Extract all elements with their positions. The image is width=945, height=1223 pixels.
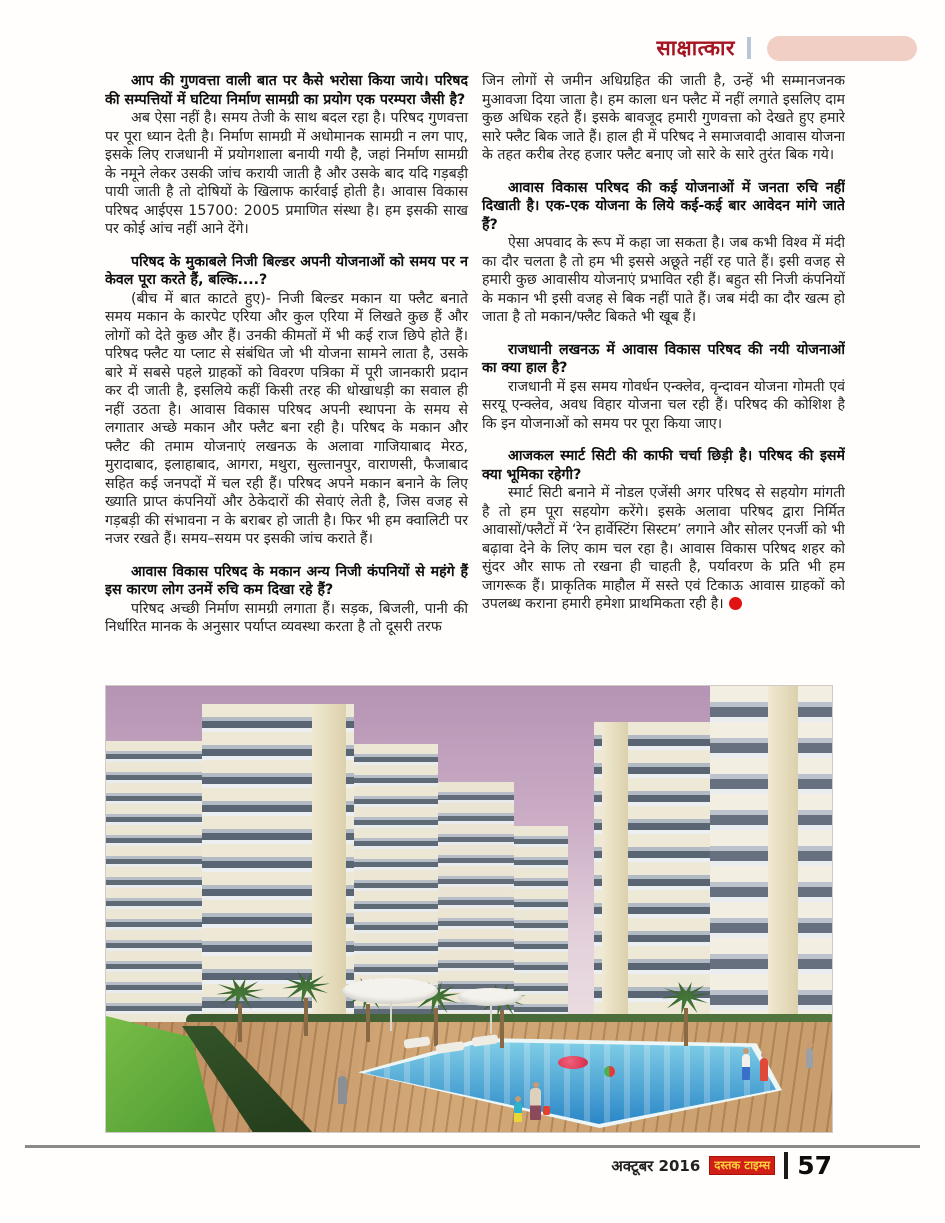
article-body bbox=[105, 72, 845, 684]
pool-float bbox=[558, 1056, 588, 1069]
issue-date: अक्टूबर 2016 bbox=[611, 1156, 701, 1175]
interview-question: राजधानी लखनऊ में आवास विकास परिषद की नयी योजनाओं का क्या हाल है? bbox=[482, 341, 845, 376]
interview-answer: अब ऐसा नहीं है। समय तेजी के साथ बदल रहा है। परिषद गुणवत्ता पर पूरा ध्यान देती है। निर्माण सामग्री में अधोमानक सामग्री न लग पाए, इसके लिए राजधानी में प्रयोगशाला बनायी गयी है, जहां निर्माण सामग्री के नमूने लेकर उसकी जांच करायी जाती है और उसके बाद यदि गड़बड़ी पायी जाती है तो दोषियों के खिलाफ कार्रवाई होती है। आवास विकास परिषद आईएस 15700: 2005 प्रमाणित संस्था है। हम इसकी साख पर कोई आंच नहीं आने देंगे। bbox=[105, 110, 468, 237]
beach-ball bbox=[604, 1066, 615, 1077]
person-child bbox=[514, 1102, 522, 1122]
palm-tree bbox=[662, 982, 710, 1046]
person-walking bbox=[806, 1048, 813, 1068]
palm-trunk bbox=[366, 1004, 370, 1042]
palm-trunk bbox=[434, 1008, 438, 1046]
interview-answer: परिषद अच्छी निर्माण सामग्री लगाता हैं। सड़क, बिजली, पानी की निर्धारित मानक के अनुसार पर्याप्त व्यवस्था करता है तो दूसरी तरफ bbox=[105, 600, 468, 635]
palm-trunk bbox=[304, 998, 308, 1036]
person-walking bbox=[338, 1076, 347, 1104]
interview-answer-final bbox=[482, 484, 845, 614]
interview-question: आवास विकास परिषद के मकान अन्य निजी कंपनियों से महंगे हैं इस कारण लोग उनमें रुचि कम दिखा रहे हैं? bbox=[105, 563, 468, 598]
page-number: 57 bbox=[797, 1151, 832, 1180]
page-footer bbox=[0, 1152, 832, 1179]
handbag bbox=[543, 1106, 550, 1115]
interview-question: आप की गुणवत्ता वाली बात पर कैसे भरोसा किया जाये। परिषद की सम्पत्तियों में घटिया निर्माण सामग्री का प्रयोग एक परम्परा जैसी है? bbox=[105, 73, 468, 108]
palm-tree bbox=[282, 972, 330, 1036]
person-woman bbox=[530, 1088, 541, 1120]
palm-trunk bbox=[500, 1010, 504, 1048]
interview-answer-continuation: जिन लोगों से जमीन अधिग्रहित की जाती है, उन्हें भी सम्मानजनक मुआवजा दिया जाता है। हम काला धन फ्लैट में नहीं लगाते इसलिए दाम कुछ अधिक रहते हैं। इसके बावजूद हमारी गुणवत्ता को देखते हुए हमारे सारे फ्लैट बिक जाते हैं। हाल ही में परिषद ने समाजवादी आवास योजना के तहत करीब तेरह हजार फ्लैट बनाए जो सारे के सारे तुरंत बिक गये। bbox=[482, 73, 845, 163]
person-child bbox=[760, 1058, 768, 1081]
footer-divider-bar bbox=[784, 1152, 788, 1179]
palm-trunk bbox=[238, 1004, 242, 1042]
section-label: साक्षात्कार bbox=[656, 36, 735, 60]
article-column-right bbox=[482, 72, 845, 684]
palm-trunk bbox=[684, 1008, 688, 1046]
footer-rule bbox=[25, 1145, 920, 1148]
person-child bbox=[742, 1054, 750, 1080]
header-divider-bar bbox=[747, 37, 751, 59]
header-pill-decoration bbox=[767, 36, 917, 61]
palm-tree bbox=[216, 978, 264, 1042]
interview-answer: ऐसा अपवाद के रूप में कहा जा सकता है। जब कभी विश्व में मंदी का दौर चलता है तो हम भी इससे अछूते नहीं रह पाते हैं। इसी वजह से हमारी कुछ आवासीय योजनाएं प्रभावित रही हैं। बहुत सी निजी कंपनियों के मकान भी इसी वजह से बिक नहीं पाते हैं। जब मंदी का दौर खत्म हो जाता है तो मकान/फ्लैट बिकते भी खूब हैं। bbox=[482, 235, 845, 325]
page-header bbox=[0, 34, 917, 62]
interview-question: परिषद के मुकाबले निजी बिल्डर अपनी योजनाओं को समय पर न केवल पूरा करते हैं, बल्कि....? bbox=[105, 253, 468, 288]
interview-answer: (बीच में बात काटते हुए)- निजी बिल्डर मकान या फ्लैट बनाते समय मकान के कारपेट एरिया और कुल एरिया में लिखते कुछ हैं और लोगों को देते कुछ और हैं। उनकी कीमतों में भी कई राज छिपे होते हैं। परिषद फ्लैट या प्लाट से संबंधित जो भी योजना सामने लाता है, उसके बारे में सबसे पहले ग्राहकों को विवरण पत्रिका में पूरी जानकारी प्रदान कर दी जाती है, इसलिये कहीं किसी तरह की धोखाधड़ी का सवाल ही नहीं उठता है। आवास विकास परिषद अपनी स्थापना के समय से लगातार अच्छे मकान और फ्लैट बना रही है। परिषद के मकान और फ्लैट की तमाम योजनाएं लखनऊ के अलावा गाजियाबाद मेरठ, मुरादाबाद, इलाहाबाद, आगरा, मथुरा, सुल्तानपुर, वाराणसी, फैजाबाद सहित कई जनपदों में चल रही हैं। परिषद अपने मकान बनाने के लिए ख्याति प्राप्त कंपनियों और ठेकेदारों की सेवाएं लेती है, जिस वजह से गड़बड़ी की संभावना न के बराबर हो जाती है। फिर भी हम क्वालिटी पर नजर रखते हैं। समय–सयम पर इसकी जांच कराते हैं। bbox=[105, 290, 468, 547]
interview-question: आजकल स्मार्ट सिटी की काफी चर्चा छिड़ी है। परिषद की इसमें क्या भूमिका रहेगी? bbox=[482, 448, 845, 483]
patio-umbrella bbox=[458, 988, 522, 1006]
article-end-dot bbox=[729, 597, 742, 610]
interview-answer: राजधानी में इस समय गोवर्धन एन्क्लेव, वृन्दावन योजना गोमती एवं सरयू एन्क्लेव, अवध विहार योजना चल रही हैं। परिषद की कोशिश है कि इन योजनाओं को समय पर पूरा किया जाए। bbox=[482, 378, 845, 432]
article-column-left bbox=[105, 72, 468, 684]
apartment-complex-photo bbox=[105, 685, 833, 1133]
patio-umbrella bbox=[342, 978, 438, 1004]
magazine-logo: दस्तक टाइम्स bbox=[709, 1156, 775, 1176]
interview-question: आवास विकास परिषद की कई योजनाओं में जनता रुचि नहीं दिखाती है। एक-एक योजना के लिये कई-कई बार आवेदन मांगे जाते हैं? bbox=[482, 179, 845, 233]
answer-text: स्मार्ट सिटी बनाने में नोडल एजेंसी अगर परिषद से सहयोग मांगती है तो हम पूरा सहयोग करेंगे। इसके अलावा परिषद द्वारा निर्मित आवासों/फ्लैटों में ‘रेन हार्वेस्टिंग सिस्टम’ लगाने और सोलर एनर्जी को भी बढ़ावा देने के लिए काम चल रहा है। आवास विकास परिषद शहर को सुंदर और साफ तो रखना ही चाहती है, पर्यावरण के प्रति भी हम जागरूक हैं। प्राकृतिक माहौल में सस्ते एवं टिकाऊ आवास ग्राहकों को उपलब्ध कराना हमारी हमेशा प्राथमिकता रही है। bbox=[482, 485, 845, 612]
